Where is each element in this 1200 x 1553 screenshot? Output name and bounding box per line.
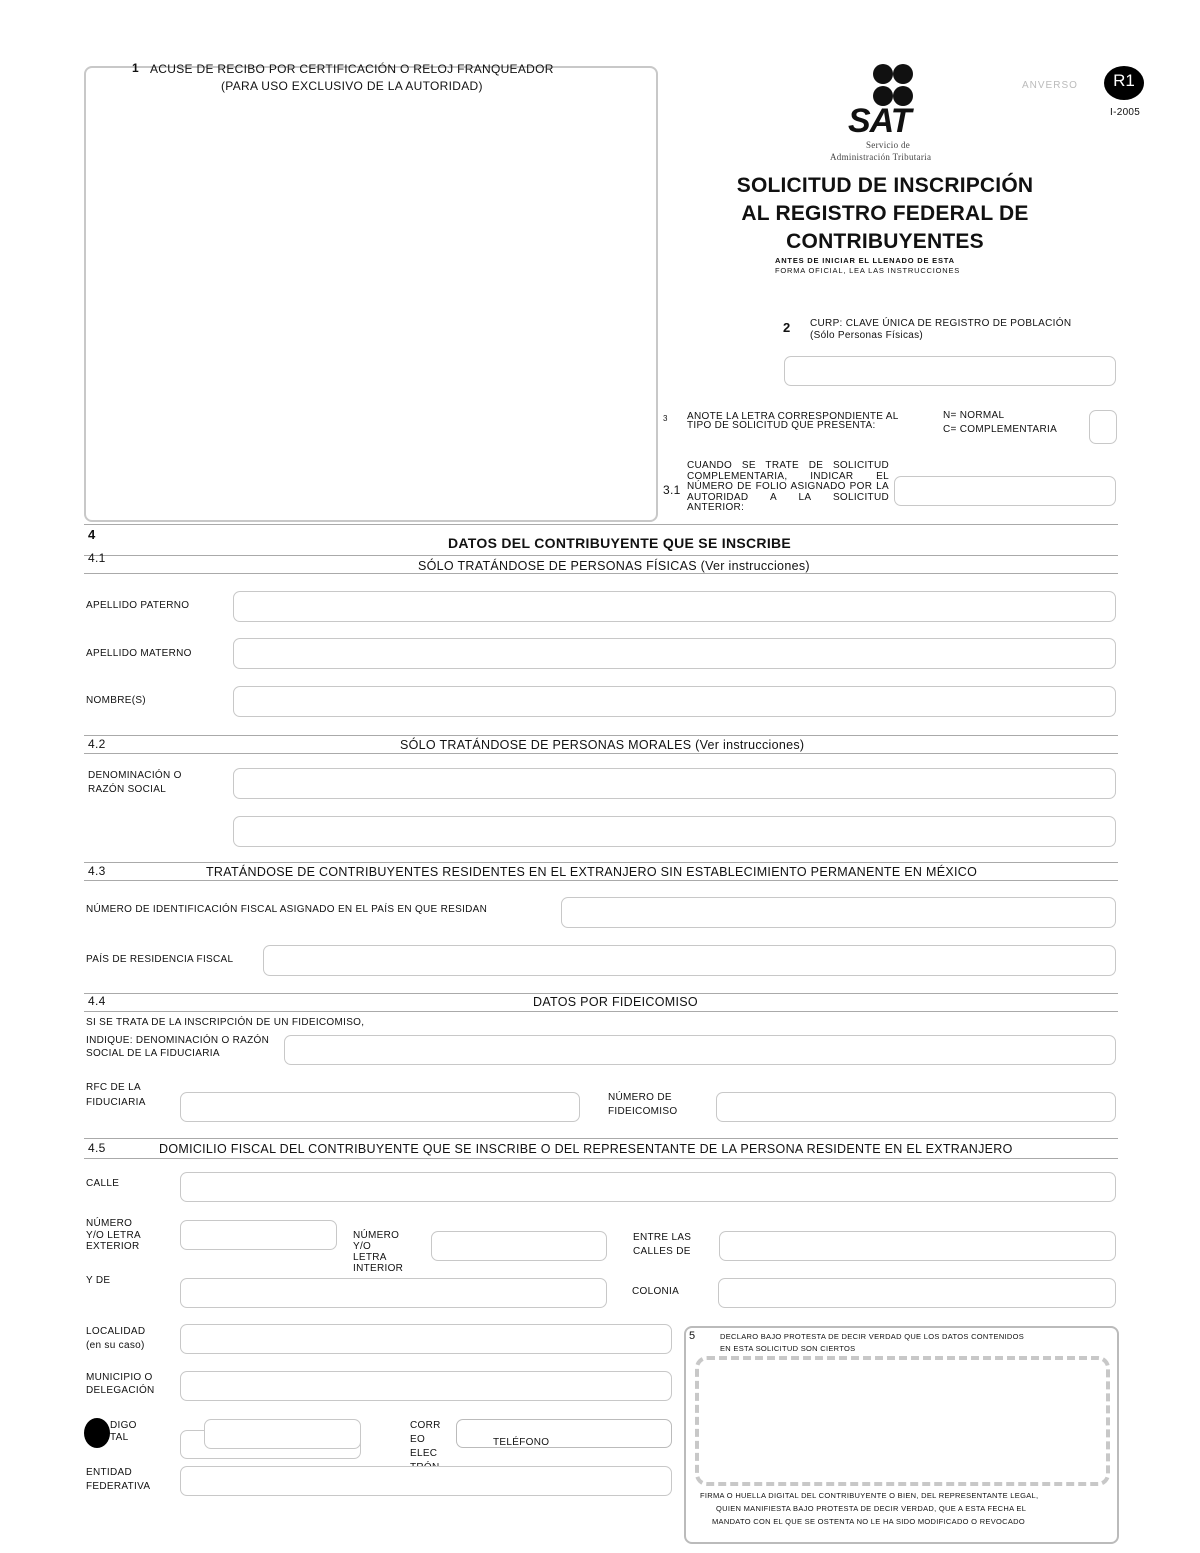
sat-logo-text: SAT [848,102,911,140]
folio-label: CUANDO SE TRATE DE SOLICITUD COMPLEMENTARIA, INDICAR EL NÚMERO DE FOLIO ASIGNADO POR LA AUTORIDAD A LA SOLICITUD ANTERIOR: [687,460,889,513]
signature-area[interactable] [695,1356,1110,1486]
localidad-label-1: LOCALIDAD [86,1326,146,1337]
apellido-materno-label: APELLIDO MATERNO [86,648,192,659]
entidad-field[interactable] [180,1466,672,1496]
apellido-paterno-field[interactable] [233,591,1116,622]
divider [84,573,1118,574]
divider [84,753,1118,754]
firma-line2: QUIEN MANIFIESTA BAJO PROTESTA DE DECIR VERDAD, QUE A ESTA FECHA EL [716,1504,1027,1513]
num-fideicomiso-label-1: NÚMERO DE [608,1092,672,1103]
y-de-field[interactable] [180,1278,607,1308]
num-int-label-4: INTERIOR [353,1263,404,1274]
sat-logo-sub1: Servicio de [866,140,911,150]
s45-title: DOMICILIO FISCAL DEL CONTRIBUYENTE QUE SE INSCRIBE O DEL REPRESENTANTE DE LA PERSONA RESIDENTE EN EL EXTRANJERO [159,1142,1013,1156]
num-int-label-1: NÚMERO [353,1230,400,1241]
s41-number: 4.1 [88,551,106,565]
entre-calles-field[interactable] [719,1231,1116,1261]
tipo-field[interactable] [1089,410,1117,444]
divider [84,735,1118,736]
correo-label-1: CORR [410,1420,441,1431]
divider [84,993,1118,994]
divider [84,1158,1118,1159]
entre-calles-label-2: CALLES DE [633,1246,691,1257]
s43-title: TRATÁNDOSE DE CONTRIBUYENTES RESIDENTES EN EL EXTRANJERO SIN ESTABLECIMIENTO PERMANENTE EN MÉXICO [206,865,978,879]
firma-line3: MANDATO CON EL QUE SE OSTENTA NO LE HA SIDO MODIFICADO O REVOCADO [712,1517,1026,1526]
sat-logo-sub2: Administración Tributaria [830,152,932,162]
curp-label: CURP: CLAVE ÚNICA DE REGISTRO DE POBLACIÓN [810,318,1072,329]
rfc-fiduciaria-label-1: RFC DE LA [86,1082,141,1093]
fideicomiso-line2: INDIQUE: DENOMINACIÓN O RAZÓN [86,1035,270,1046]
s42-title: SÓLO TRATÁNDOSE DE PERSONAS MORALES (Ver instrucciones) [400,738,805,752]
fiduciaria-razon-social-field[interactable] [284,1035,1116,1065]
acuse-title: ACUSE DE RECIBO POR CERTIFICACIÓN O RELOJ FRANQUEADOR [150,62,554,76]
localidad-label-2: (en su caso) [86,1340,145,1351]
curp-number: 2 [783,320,791,335]
instructions-line1: ANTES DE INICIAR EL LLENADO DE ESTA [775,256,955,265]
num-int-field[interactable] [431,1231,607,1261]
divider [84,1011,1118,1012]
correo-label-2: EO [410,1434,426,1445]
page-title-line2: AL REGISTRO FEDERAL DE [741,202,1029,225]
colonia-label: COLONIA [632,1286,680,1297]
num-ext-label-3: EXTERIOR [86,1241,140,1252]
s45-number: 4.5 [88,1141,106,1155]
razon-social-label-1: DENOMINACIÓN O [88,770,182,781]
calle-field[interactable] [180,1172,1116,1202]
fideicomiso-line1: SI SE TRATA DE LA INSCRIPCIÓN DE UN FIDEICOMISO, [86,1017,365,1028]
divider [84,880,1118,881]
num-ext-field[interactable] [180,1220,337,1250]
pais-residencia-field[interactable] [263,945,1116,976]
folio-field[interactable] [894,476,1116,506]
municipio-field[interactable] [180,1371,672,1401]
num-ext-label-1: NÚMERO [86,1218,133,1229]
codigo-postal-inner-field[interactable] [204,1419,361,1449]
apellido-materno-field[interactable] [233,638,1116,669]
calle-label: CALLE [86,1178,120,1189]
declaracion-line2: EN ESTA SOLICITUD SON CIERTOS [720,1344,856,1353]
entidad-label-2: FEDERATIVA [86,1481,151,1492]
divider [84,1138,1118,1139]
instructions-line2: FORMA OFICIAL, LEA LAS INSTRUCCIONES [775,266,961,275]
acuse-subtitle: (PARA USO EXCLUSIVO DE LA AUTORIDAD) [221,79,483,93]
s44-title: DATOS POR FIDEICOMISO [533,995,698,1009]
num-ext-label-2: Y/O LETRA [86,1230,141,1241]
num-id-fiscal-label: NÚMERO DE IDENTIFICACIÓN FISCAL ASIGNADO EN EL PAÍS EN QUE RESIDAN [86,904,488,915]
acuse-box [84,66,658,522]
num-fideicomiso-field[interactable] [716,1092,1116,1122]
razon-social-field-1[interactable] [233,768,1116,799]
rfc-fiduciaria-label-2: FIDUCIARIA [86,1097,146,1108]
form-code: I-2005 [1110,107,1141,118]
s5-number: 5 [689,1330,696,1342]
divider [84,555,1118,556]
tipo-number: 3 [663,414,668,423]
page-title-line1: SOLICITUD DE INSCRIPCIÓN [736,174,1034,197]
entre-calles-label-1: ENTRE LAS [633,1232,692,1243]
correo-label-3: ELEC [410,1448,438,1459]
anverso-label: ANVERSO [1022,80,1078,91]
num-fideicomiso-label-2: FIDEICOMISO [608,1106,678,1117]
curp-field[interactable] [784,356,1116,386]
colonia-field[interactable] [718,1278,1116,1308]
black-dot [84,1418,110,1448]
telefono-field[interactable] [456,1419,672,1448]
municipio-label-2: DELEGACIÓN [86,1385,155,1396]
form-badge [1104,66,1144,100]
num-int-label-3: LETRA [353,1252,387,1263]
divider [84,524,1118,525]
nombres-label: NOMBRE(S) [86,695,146,706]
entidad-label-1: ENTIDAD [86,1467,132,1478]
divider [84,862,1118,863]
pais-residencia-label: PAÍS DE RESIDENCIA FISCAL [86,954,234,965]
razon-social-field-2[interactable] [233,816,1116,847]
section4-number: 4 [88,527,96,542]
rfc-fiduciaria-field[interactable] [180,1092,580,1122]
tipo-option-normal: N= NORMAL [943,410,1005,421]
telefono-label: TELÉFONO [493,1437,550,1448]
form-badge-text: R1 [1113,71,1135,90]
apellido-paterno-label: APELLIDO PATERNO [86,600,190,611]
page-title-line3: CONTRIBUYENTES [786,230,984,253]
codigo-postal-label-2: TAL [110,1432,129,1443]
codigo-postal-label-1: DIGO [110,1420,137,1431]
fideicomiso-line3: SOCIAL DE LA FIDUCIARIA [86,1048,220,1059]
folio-number: 3.1 [663,483,681,497]
num-int-label-2: Y/O [353,1241,372,1252]
s44-number: 4.4 [88,994,106,1008]
tipo-label: ANOTE LA LETRA CORRESPONDIENTE AL TIPO DE SOLICITUD QUE PRESENTA: [687,411,899,431]
section4-title: DATOS DEL CONTRIBUYENTE QUE SE INSCRIBE [448,535,792,551]
s42-number: 4.2 [88,737,106,751]
firma-line1: FIRMA O HUELLA DIGITAL DEL CONTRIBUYENTE O BIEN, DEL REPRESENTANTE LEGAL, [700,1491,1039,1500]
num-id-fiscal-field[interactable] [561,897,1116,928]
acuse-number: 1 [132,61,139,75]
declaracion-line1: DECLARO BAJO PROTESTA DE DECIR VERDAD QUE LOS DATOS CONTENIDOS [720,1332,1025,1341]
nombres-field[interactable] [233,686,1116,717]
tipo-option-complementaria: C= COMPLEMENTARIA [943,424,1058,435]
municipio-label-1: MUNICIPIO O [86,1372,153,1383]
razon-social-label-2: RAZÓN SOCIAL [88,784,167,795]
s41-title: SÓLO TRATÁNDOSE DE PERSONAS FÍSICAS (Ver instrucciones) [418,559,810,573]
curp-sublabel: (Sólo Personas Físicas) [810,330,924,341]
s43-number: 4.3 [88,864,106,878]
y-de-label: Y DE [86,1275,111,1286]
localidad-field[interactable] [180,1324,672,1354]
